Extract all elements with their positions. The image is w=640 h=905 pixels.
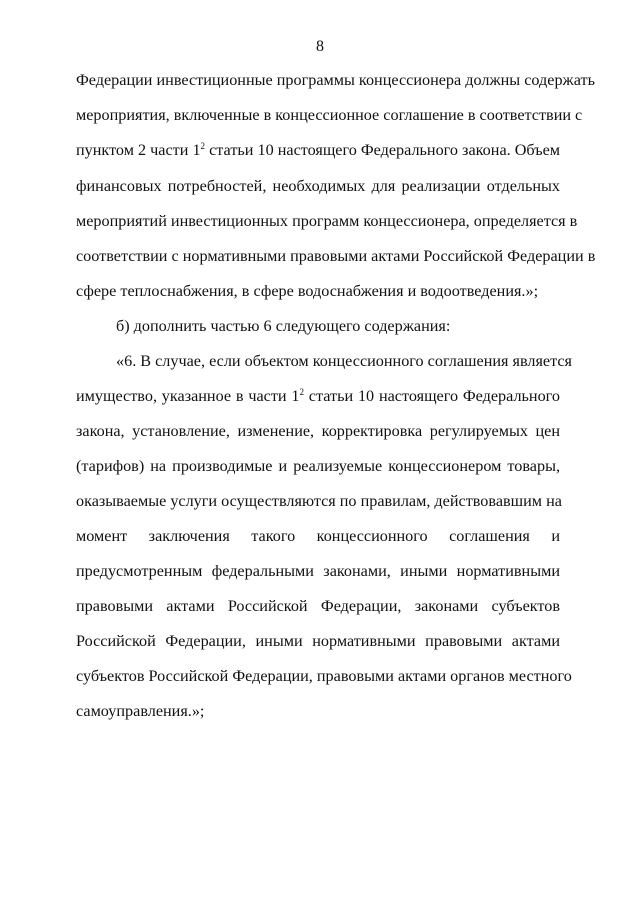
- paragraph-3-line-10: субъектов Российской Федерации, правовыми актами органов местного: [76, 667, 572, 685]
- page-number: 8: [316, 38, 324, 55]
- superscript: 2: [299, 387, 304, 397]
- paragraph-3-line-2: [76, 386, 560, 406]
- paragraph-1-line-2: мероприятия, включенные в концессионное соглашение в соответствии с: [76, 106, 583, 124]
- paragraph-3-line-1: «6. В случае, если объектом концессионного соглашения является: [116, 352, 572, 370]
- paragraph-3-line-6: момент заключения такого концессионного соглашения и: [76, 527, 560, 545]
- paragraph-1-line-6: соответствии с нормативными правовыми актами Российской Федерации в: [76, 247, 596, 265]
- paragraph-3-line-2-part-b: статьи 10 настоящего Федерального: [303, 387, 560, 405]
- paragraph-3-line-11: самоуправления.»;: [76, 702, 205, 720]
- paragraph-2: б) дополнить частью 6 следующего содержания:: [116, 317, 451, 335]
- superscript: 2: [200, 141, 206, 151]
- paragraph-1-line-7: сфере теплоснабжения, в сфере водоснабжения и водоотведения.»;: [76, 282, 539, 300]
- paragraph-1-line-3-part-b: статьи 10 настоящего Федерального закона. Объем: [205, 141, 561, 159]
- paragraph-1-line-3-part-a: пунктом 2 части 1: [76, 141, 201, 159]
- paragraph-1-line-3: [76, 140, 560, 160]
- paragraph-3-line-8: правовыми актами Российской Федерации, законами субъектов: [76, 597, 560, 615]
- paragraph-1-line-1: Федерации инвестиционные программы концессионера должны содержать: [76, 71, 595, 89]
- paragraph-3-line-5: оказываемые услуги осуществляются по правилам, действовавшим на: [76, 492, 562, 510]
- paragraph-3-line-4: (тарифов) на производимые и реализуемые концессионером товары,: [76, 457, 560, 475]
- paragraph-1-line-5: мероприятий инвестиционных программ концессионера, определяется в: [76, 212, 578, 230]
- paragraph-3-line-3: закона, установление, изменение, корректировка регулируемых цен: [76, 422, 560, 440]
- paragraph-1-line-4: финансовых потребностей, необходимых для реализации отдельных: [76, 177, 560, 195]
- paragraph-3-line-9: Российской Федерации, иными нормативными правовыми актами: [76, 632, 560, 650]
- paragraph-3-line-2-part-a: имущество, указанное в части 1: [76, 387, 300, 405]
- paragraph-3-line-7: предусмотренным федеральными законами, иными нормативными: [76, 562, 560, 580]
